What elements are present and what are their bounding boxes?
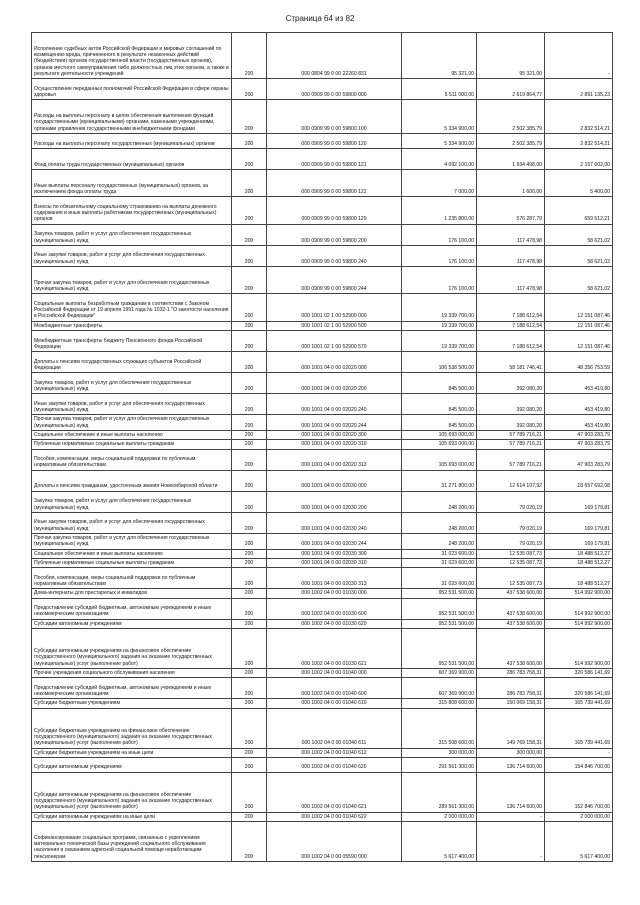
row-line-code: 200 xyxy=(232,79,267,100)
row-approved-amount: 19 339 700,00 xyxy=(402,294,477,321)
row-approved-amount: 315 508 600,00 xyxy=(402,708,477,748)
row-unexecuted-amount: 47 903 283,79 xyxy=(545,449,613,470)
row-approved-amount: 5 334 900,00 xyxy=(402,100,477,134)
row-budget-code: 000 1002 04 0 00 01030 000 xyxy=(267,589,402,598)
row-unexecuted-amount: 2 832 514,21 xyxy=(545,134,613,149)
table-row xyxy=(32,224,613,245)
row-unexecuted-amount: 514 992 900,00 xyxy=(545,619,613,628)
table-row xyxy=(32,33,613,79)
table-row xyxy=(32,708,613,748)
row-executed-amount: - xyxy=(477,822,545,862)
row-approved-amount: 952 531 500,00 xyxy=(402,628,477,668)
table-row xyxy=(32,812,613,821)
row-line-code: 200 xyxy=(232,134,267,149)
row-approved-amount: 952 531 500,00 xyxy=(402,619,477,628)
row-line-code: 200 xyxy=(232,549,267,558)
row-executed-amount: 58 181 746,41 xyxy=(477,352,545,373)
row-approved-amount: 1 235 800,00 xyxy=(402,197,477,224)
row-line-code: 200 xyxy=(232,294,267,321)
table-row xyxy=(32,352,613,373)
row-approved-amount: 5 334 900,00 xyxy=(402,134,477,149)
row-approved-amount: 95 321,00 xyxy=(402,33,477,79)
row-name: Субсидии автономным учреждениям xyxy=(32,757,232,772)
row-line-code: 200 xyxy=(232,197,267,224)
row-executed-amount: 150 069 158,31 xyxy=(477,699,545,708)
table-row xyxy=(32,100,613,134)
row-budget-code: 000 1002 04 0 00 01040 621 xyxy=(267,772,402,812)
row-unexecuted-amount: 5 400,00 xyxy=(545,169,613,196)
row-name: Социальное обеспечение и иные выплаты населению xyxy=(32,430,232,439)
row-unexecuted-amount: 659 512,21 xyxy=(545,197,613,224)
table-row xyxy=(32,757,613,772)
row-name: Пособия, компенсации, меры социальной поддержки по публичным нормативным обязательствам xyxy=(32,449,232,470)
row-name: Иные закупки товаров, работ и услуг для обеспечения государственных (муниципальных) нужд xyxy=(32,245,232,266)
table-row xyxy=(32,148,613,169)
row-line-code: 200 xyxy=(232,148,267,169)
row-name: Исполнение судебных актов Российской Федерации и мировых соглашений по возмещению вреда, причиненного в результате незаконных действий (бездействия) органов государственной власти (государственных органов), органов местного самоуправления либо должностных лиц этих органов, а также в результате деятельности учреждений xyxy=(32,33,232,79)
page-header: Страница 64 из 82 xyxy=(285,14,355,23)
row-line-code: 200 xyxy=(232,169,267,196)
row-name: Прочие учреждения социального обслуживания населения xyxy=(32,668,232,677)
row-approved-amount: 5 511 000,00 xyxy=(402,79,477,100)
row-approved-amount: 7 000,00 xyxy=(402,169,477,196)
row-executed-amount: 392 080,20 xyxy=(477,373,545,394)
row-line-code: 200 xyxy=(232,558,267,567)
row-executed-amount: 392 080,20 xyxy=(477,394,545,415)
row-budget-code: 000 1001 04 0 00 02030 300 xyxy=(267,549,402,558)
table-row xyxy=(32,331,613,352)
row-budget-code: 000 1001 04 0 00 02020 300 xyxy=(267,430,402,439)
row-approved-amount: 845 500,00 xyxy=(402,415,477,431)
row-name: Софинансирование социальных программ, связанных с укреплением материально-технической базы учреждений социального обслуживания населения и оказанием адресной социальной помощи неработающим пенсионерам xyxy=(32,822,232,862)
table-row xyxy=(32,619,613,628)
row-unexecuted-amount: 2 157 602,00 xyxy=(545,148,613,169)
row-budget-code: 000 1002 04 0 00 01040 600 xyxy=(267,678,402,699)
row-approved-amount: 952 531 500,00 xyxy=(402,598,477,619)
row-unexecuted-amount: 514 992 900,00 xyxy=(545,628,613,668)
row-budget-code: 000 0909 99 0 00 59800 122 xyxy=(267,169,402,196)
row-budget-code: 000 0909 99 0 00 59800 120 xyxy=(267,134,402,149)
row-executed-amount: 79 020,19 xyxy=(477,533,545,549)
row-line-code: 200 xyxy=(232,373,267,394)
row-unexecuted-amount: 320 586 141,69 xyxy=(545,678,613,699)
row-budget-code: 000 1001 04 0 00 02020 000 xyxy=(267,352,402,373)
row-name: Прочая закупка товаров, работ и услуг для обеспечения государственных (муниципальных) нужд xyxy=(32,415,232,431)
row-approved-amount: 106 538 500,00 xyxy=(402,352,477,373)
row-budget-code: 000 1001 04 0 00 02030 200 xyxy=(267,491,402,512)
row-budget-code: 000 0909 99 0 00 59800 244 xyxy=(267,266,402,293)
row-name: Пособия, компенсации, меры социальной поддержки по публичным нормативным обязательствам xyxy=(32,568,232,589)
row-approved-amount: 105 693 000,00 xyxy=(402,430,477,439)
row-name: Субсидии автономным учреждениям на финансовое обеспечение государственного (муниципального) задания на оказание государственных (муниципальных) услуг (выполнение работ) xyxy=(32,628,232,668)
row-name: Осуществление переданных полномочий Российской Федерации в сфере охраны здоровья xyxy=(32,79,232,100)
row-unexecuted-amount: 2 891 135,23 xyxy=(545,79,613,100)
row-unexecuted-amount: 514 992 900,00 xyxy=(545,589,613,598)
table-row xyxy=(32,699,613,708)
row-name: Субсидии автономным учреждениям xyxy=(32,619,232,628)
row-executed-amount: 286 783 758,31 xyxy=(477,678,545,699)
row-name: Иные выплаты персоналу государственных (муниципальных) органов, за исключением фонда оплаты труда xyxy=(32,169,232,196)
row-executed-amount: 149 769 158,31 xyxy=(477,708,545,748)
row-budget-code: 000 1001 02 1 00 52900 500 xyxy=(267,321,402,330)
table-row xyxy=(32,589,613,598)
row-unexecuted-amount: 320 586 141,69 xyxy=(545,668,613,677)
row-executed-amount: 117 478,98 xyxy=(477,266,545,293)
row-unexecuted-amount: 154 846 700,00 xyxy=(545,757,613,772)
row-budget-code: 000 1001 04 0 00 02020 313 xyxy=(267,449,402,470)
row-approved-amount: 300 000,00 xyxy=(402,748,477,757)
row-budget-code: 000 1002 04 0 00 05590 000 xyxy=(267,822,402,862)
row-executed-amount: 12 535 087,73 xyxy=(477,568,545,589)
row-approved-amount: 291 561 300,00 xyxy=(402,757,477,772)
row-name: Субсидии бюджетным учреждениям xyxy=(32,699,232,708)
row-executed-amount: 136 714 600,00 xyxy=(477,757,545,772)
row-budget-code: 000 1001 04 0 00 02020 310 xyxy=(267,440,402,449)
row-unexecuted-amount: 12 151 087,46 xyxy=(545,294,613,321)
row-line-code: 200 xyxy=(232,589,267,598)
row-line-code: 200 xyxy=(232,245,267,266)
row-line-code: 200 xyxy=(232,598,267,619)
row-line-code: 200 xyxy=(232,33,267,79)
row-executed-amount: 437 538 600,00 xyxy=(477,589,545,598)
row-budget-code: 000 1002 04 0 00 01040 622 xyxy=(267,812,402,821)
row-unexecuted-amount: 12 151 087,46 xyxy=(545,331,613,352)
budget-table-body xyxy=(32,33,613,862)
row-line-code: 200 xyxy=(232,100,267,134)
row-name: Межбюджетные трансферты бюджету Пенсионного фонда Российской Федерации xyxy=(32,331,232,352)
table-row xyxy=(32,79,613,100)
row-budget-code: 000 1001 04 0 00 02020 240 xyxy=(267,394,402,415)
row-line-code: 200 xyxy=(232,619,267,628)
row-budget-code: 000 1001 04 0 00 02020 244 xyxy=(267,415,402,431)
row-executed-amount: 7 188 612,54 xyxy=(477,331,545,352)
row-approved-amount: 176 100,00 xyxy=(402,224,477,245)
table-row xyxy=(32,430,613,439)
table-row xyxy=(32,394,613,415)
row-unexecuted-amount: 58 621,02 xyxy=(545,224,613,245)
row-name: Субсидии бюджетным учреждениям на иные цели xyxy=(32,748,232,757)
table-row xyxy=(32,491,613,512)
table-row xyxy=(32,440,613,449)
row-approved-amount: 31 023 600,00 xyxy=(402,549,477,558)
row-unexecuted-amount: 2 000 000,00 xyxy=(545,812,613,821)
row-approved-amount: 607 369 900,00 xyxy=(402,668,477,677)
row-line-code: 200 xyxy=(232,772,267,812)
row-unexecuted-amount: 152 846 700,00 xyxy=(545,772,613,812)
row-budget-code: 000 0909 99 0 00 59800 129 xyxy=(267,197,402,224)
row-unexecuted-amount: 514 992 900,00 xyxy=(545,598,613,619)
budget-sheet xyxy=(31,32,612,862)
row-executed-amount: 437 538 600,00 xyxy=(477,628,545,668)
row-unexecuted-amount: 453 419,80 xyxy=(545,415,613,431)
table-row xyxy=(32,568,613,589)
row-unexecuted-amount: - xyxy=(545,748,613,757)
row-name: Дома-интернаты для престарелых и инвалидов xyxy=(32,589,232,598)
row-executed-amount: 2 502 385,79 xyxy=(477,134,545,149)
table-row xyxy=(32,245,613,266)
row-approved-amount: 607 369 900,00 xyxy=(402,678,477,699)
table-row xyxy=(32,598,613,619)
row-approved-amount: 176 100,00 xyxy=(402,245,477,266)
row-line-code: 200 xyxy=(232,331,267,352)
row-name: Доплаты к пенсиям гражданам, удостоенным звания Новосибирской области xyxy=(32,470,232,491)
row-approved-amount: 2 000 000,00 xyxy=(402,812,477,821)
table-row xyxy=(32,266,613,293)
row-name: Иные закупки товаров, работ и услуг для обеспечения государственных (муниципальных) нужд xyxy=(32,394,232,415)
row-approved-amount: 248 200,00 xyxy=(402,533,477,549)
row-approved-amount: 5 617 400,00 xyxy=(402,822,477,862)
row-approved-amount: 248 200,00 xyxy=(402,491,477,512)
row-line-code: 200 xyxy=(232,757,267,772)
row-executed-amount: 300 000,00 xyxy=(477,748,545,757)
row-approved-amount: 952 531 500,00 xyxy=(402,589,477,598)
row-budget-code: 000 1001 04 0 00 02030 240 xyxy=(267,512,402,533)
row-budget-code: 000 1001 04 0 00 02020 200 xyxy=(267,373,402,394)
row-executed-amount: 437 538 600,00 xyxy=(477,598,545,619)
row-line-code: 200 xyxy=(232,568,267,589)
row-approved-amount: 845 500,00 xyxy=(402,394,477,415)
row-line-code: 200 xyxy=(232,440,267,449)
row-budget-code: 000 0804 99 0 00 22260 831 xyxy=(267,33,402,79)
row-executed-amount: 57 789 716,21 xyxy=(477,430,545,439)
row-unexecuted-amount: 165 739 441,69 xyxy=(545,708,613,748)
row-budget-code: 000 1002 04 0 00 01030 620 xyxy=(267,619,402,628)
table-row xyxy=(32,512,613,533)
row-line-code: 200 xyxy=(232,321,267,330)
table-row xyxy=(32,373,613,394)
row-budget-code: 000 0909 99 0 00 59800 000 xyxy=(267,79,402,100)
row-budget-code: 000 0909 99 0 00 59800 100 xyxy=(267,100,402,134)
row-unexecuted-amount: 47 903 283,79 xyxy=(545,440,613,449)
row-line-code: 200 xyxy=(232,533,267,549)
row-line-code: 200 xyxy=(232,708,267,748)
row-executed-amount: 95 321,00 xyxy=(477,33,545,79)
row-name: Фонд оплаты труда государственных (муниципальных) органов xyxy=(32,148,232,169)
row-name: Прочая закупка товаров, работ и услуг для обеспечения государственных (муниципальных) нужд xyxy=(32,266,232,293)
table-row xyxy=(32,134,613,149)
table-row xyxy=(32,678,613,699)
row-approved-amount: 176 100,00 xyxy=(402,266,477,293)
table-row xyxy=(32,549,613,558)
budget-table xyxy=(31,32,613,862)
row-executed-amount: 7 188 612,54 xyxy=(477,321,545,330)
row-unexecuted-amount: 48 356 753,59 xyxy=(545,352,613,373)
row-budget-code: 000 1002 04 0 00 01030 600 xyxy=(267,598,402,619)
row-unexecuted-amount: - xyxy=(545,33,613,79)
row-budget-code: 000 1001 04 0 00 02030 244 xyxy=(267,533,402,549)
row-approved-amount: 105 693 000,00 xyxy=(402,449,477,470)
row-budget-code: 000 1001 02 1 00 52900 000 xyxy=(267,294,402,321)
table-row xyxy=(32,197,613,224)
row-name: Социальное обеспечение и иные выплаты населению xyxy=(32,549,232,558)
row-budget-code: 000 1001 04 0 00 02030 313 xyxy=(267,568,402,589)
row-line-code: 200 xyxy=(232,668,267,677)
table-row xyxy=(32,772,613,812)
row-approved-amount: 845 500,00 xyxy=(402,373,477,394)
row-name: Субсидии бюджетным учреждениям на финансовое обеспечение государственного (муниципального) задания на оказание государственных (муниципальных) услуг (выполнение работ) xyxy=(32,708,232,748)
row-budget-code: 000 0909 99 0 00 59800 121 xyxy=(267,148,402,169)
row-name: Субсидии автономным учреждениям на финансовое обеспечение государственного (муниципального) задания на оказание государственных (муниципальных) услуг (выполнение работ) xyxy=(32,772,232,812)
row-executed-amount: - xyxy=(477,812,545,821)
row-line-code: 200 xyxy=(232,449,267,470)
row-name: Межбюджетные трансферты xyxy=(32,321,232,330)
row-executed-amount: 79 020,19 xyxy=(477,512,545,533)
row-line-code: 200 xyxy=(232,394,267,415)
row-executed-amount: 1 934 498,00 xyxy=(477,148,545,169)
row-name: Закупка товаров, работ и услуг для обеспечения государственных (муниципальных) нужд xyxy=(32,224,232,245)
row-executed-amount: 57 789 716,21 xyxy=(477,440,545,449)
row-name: Расходы на выплаты персоналу в целях обеспечения выполнения функций государственными (муниципальными) органами, казенными учреждениями, органами управления государственными внебюджетными фондами xyxy=(32,100,232,134)
table-row xyxy=(32,169,613,196)
row-budget-code: 000 1001 02 1 00 52900 570 xyxy=(267,331,402,352)
row-line-code: 200 xyxy=(232,699,267,708)
table-row xyxy=(32,470,613,491)
row-unexecuted-amount: 165 739 441,69 xyxy=(545,699,613,708)
row-unexecuted-amount: 453 419,80 xyxy=(545,373,613,394)
row-line-code: 200 xyxy=(232,512,267,533)
row-line-code: 200 xyxy=(232,266,267,293)
table-row xyxy=(32,321,613,330)
row-name: Публичные нормативные социальные выплаты гражданам xyxy=(32,558,232,567)
row-budget-code: 000 1002 04 0 00 01040 612 xyxy=(267,748,402,757)
row-executed-amount: 576 287,79 xyxy=(477,197,545,224)
row-approved-amount: 105 693 000,00 xyxy=(402,440,477,449)
row-approved-amount: 4 092 100,00 xyxy=(402,148,477,169)
row-executed-amount: 2 502 385,79 xyxy=(477,100,545,134)
row-line-code: 200 xyxy=(232,678,267,699)
table-row xyxy=(32,558,613,567)
row-budget-code: 000 1002 04 0 00 01040 000 xyxy=(267,668,402,677)
row-line-code: 200 xyxy=(232,224,267,245)
row-line-code: 200 xyxy=(232,748,267,757)
row-name: Доплаты к пенсиям государственных служащих субъектов Российской Федерации xyxy=(32,352,232,373)
row-unexecuted-amount: 169 179,81 xyxy=(545,491,613,512)
row-approved-amount: 19 339 700,00 xyxy=(402,321,477,330)
row-unexecuted-amount: 5 617 400,00 xyxy=(545,822,613,862)
row-executed-amount: 79 020,19 xyxy=(477,491,545,512)
row-line-code: 200 xyxy=(232,352,267,373)
row-executed-amount: 12 614 107,92 xyxy=(477,470,545,491)
row-unexecuted-amount: 169 179,81 xyxy=(545,533,613,549)
row-executed-amount: 1 600,00 xyxy=(477,169,545,196)
table-row xyxy=(32,628,613,668)
table-row xyxy=(32,748,613,757)
row-approved-amount: 248 200,00 xyxy=(402,512,477,533)
row-line-code: 200 xyxy=(232,430,267,439)
row-line-code: 200 xyxy=(232,415,267,431)
row-approved-amount: 31 023 600,00 xyxy=(402,558,477,567)
row-budget-code: 000 0909 99 0 00 59800 240 xyxy=(267,245,402,266)
table-row xyxy=(32,668,613,677)
table-row xyxy=(32,533,613,549)
row-unexecuted-amount: 47 903 283,79 xyxy=(545,430,613,439)
row-name: Социальные выплаты безработным гражданам в соответствии с Законом Российской Федерации от 19 апреля 1991 года № 1032-1 "О занятости населения в Российской Федерации" xyxy=(32,294,232,321)
row-executed-amount: 2 619 864,77 xyxy=(477,79,545,100)
row-executed-amount: 117 478,98 xyxy=(477,245,545,266)
row-executed-amount: 286 783 758,31 xyxy=(477,668,545,677)
row-line-code: 200 xyxy=(232,822,267,862)
row-budget-code: 000 1002 04 0 00 01040 620 xyxy=(267,757,402,772)
table-row xyxy=(32,449,613,470)
row-budget-code: 000 1001 04 0 00 02030 000 xyxy=(267,470,402,491)
row-line-code: 200 xyxy=(232,470,267,491)
row-approved-amount: 289 561 300,00 xyxy=(402,772,477,812)
row-line-code: 200 xyxy=(232,628,267,668)
row-line-code: 200 xyxy=(232,812,267,821)
row-unexecuted-amount: 169 179,81 xyxy=(545,512,613,533)
row-unexecuted-amount: 453 419,80 xyxy=(545,394,613,415)
table-row xyxy=(32,822,613,862)
row-unexecuted-amount: 18 488 512,27 xyxy=(545,568,613,589)
row-approved-amount: 19 339 700,00 xyxy=(402,331,477,352)
row-budget-code: 000 1002 04 0 00 01040 610 xyxy=(267,699,402,708)
row-name: Предоставление субсидий бюджетным, автономным учреждениям и иным некоммерческим организациям xyxy=(32,678,232,699)
row-approved-amount: 31 271 800,00 xyxy=(402,470,477,491)
row-unexecuted-amount: 58 621,02 xyxy=(545,245,613,266)
table-row xyxy=(32,415,613,431)
row-unexecuted-amount: 12 151 087,46 xyxy=(545,321,613,330)
row-unexecuted-amount: 2 832 514,21 xyxy=(545,100,613,134)
row-budget-code: 000 1002 04 0 00 01030 621 xyxy=(267,628,402,668)
row-approved-amount: 31 023 600,00 xyxy=(402,568,477,589)
row-executed-amount: 12 535 087,73 xyxy=(477,558,545,567)
row-executed-amount: 136 714 600,00 xyxy=(477,772,545,812)
row-name: Иные закупки товаров, работ и услуг для обеспечения государственных (муниципальных) нужд xyxy=(32,512,232,533)
row-budget-code: 000 0909 99 0 00 59800 200 xyxy=(267,224,402,245)
row-executed-amount: 392 080,20 xyxy=(477,415,545,431)
row-budget-code: 000 1002 04 0 00 01040 611 xyxy=(267,708,402,748)
row-name: Прочая закупка товаров, работ и услуг для обеспечения государственных (муниципальных) нужд xyxy=(32,533,232,549)
row-unexecuted-amount: 18 657 692,08 xyxy=(545,470,613,491)
row-executed-amount: 117 478,98 xyxy=(477,224,545,245)
row-name: Взносы по обязательному социальному страхованию на выплаты денежного содержания и иные выплаты работникам государственных (муниципальных) органов xyxy=(32,197,232,224)
row-unexecuted-amount: 18 488 512,27 xyxy=(545,558,613,567)
row-unexecuted-amount: 58 621,02 xyxy=(545,266,613,293)
row-unexecuted-amount: 18 488 512,27 xyxy=(545,549,613,558)
row-budget-code: 000 1001 04 0 00 02030 310 xyxy=(267,558,402,567)
row-name: Расходы на выплаты персоналу государственных (муниципальных) органов xyxy=(32,134,232,149)
row-line-code: 200 xyxy=(232,491,267,512)
row-executed-amount: 57 789 716,21 xyxy=(477,449,545,470)
row-name: Публичные нормативные социальные выплаты гражданам xyxy=(32,440,232,449)
row-approved-amount: 315 808 600,00 xyxy=(402,699,477,708)
row-name: Закупка товаров, работ и услуг для обеспечения государственных (муниципальных) нужд xyxy=(32,491,232,512)
table-row xyxy=(32,294,613,321)
row-name: Предоставление субсидий бюджетным, автономным учреждениям и иным некоммерческим организациям xyxy=(32,598,232,619)
row-name: Субсидии автономным учреждениям на иные цели xyxy=(32,812,232,821)
row-executed-amount: 437 538 600,00 xyxy=(477,619,545,628)
row-executed-amount: 12 535 087,73 xyxy=(477,549,545,558)
row-name: Закупка товаров, работ и услуг для обеспечения государственных (муниципальных) нужд xyxy=(32,373,232,394)
row-executed-amount: 7 188 612,54 xyxy=(477,294,545,321)
